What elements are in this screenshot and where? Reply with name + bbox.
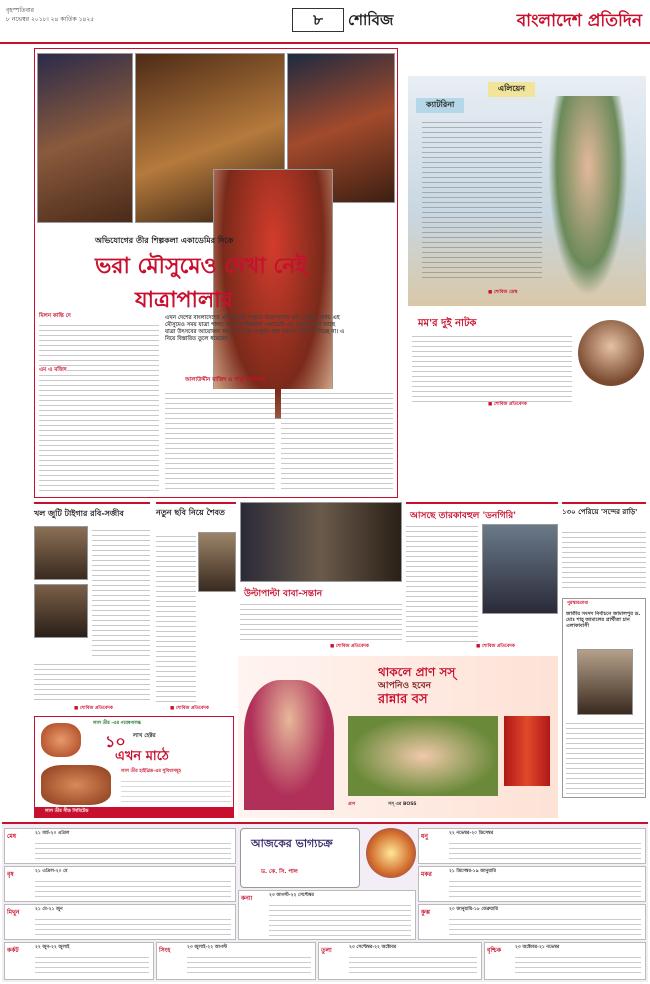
- sign-card-1: বৃষ ২১ এপ্রিল-২০ মে: [4, 866, 236, 902]
- sign-card-9: মকর ২১ ডিসেম্বর-১৯ জানুয়ারি: [418, 866, 646, 902]
- shoi-story: [562, 502, 646, 594]
- newfilm-title: নতুন ছবি নিয়ে শৈবত: [156, 508, 225, 517]
- ad-line3: লাখ হেক্টর: [133, 733, 156, 739]
- ad-onion-icon: [41, 723, 81, 757]
- ad-footer-text: লাল তীর সীড লিমিটেড: [45, 809, 89, 814]
- lead-story: [34, 48, 398, 498]
- pran-line2: আপনিও হবেন: [378, 681, 432, 691]
- page-header: [0, 0, 650, 44]
- ad-big-number: ১০: [105, 732, 126, 751]
- alien-tag: এলিয়েন: [488, 82, 535, 97]
- horoscope-section: [2, 822, 648, 982]
- katrina-photo: [548, 96, 628, 296]
- sign-card-7: বৃশ্চিক ২৩ অক্টোবর-২১ নভেম্বর: [484, 942, 646, 980]
- ad-line4: এখন মাঠে: [115, 749, 169, 764]
- drama-story: [408, 316, 646, 412]
- lead-kicker: অভিযোগের তীর শিল্পকলা একাডেমির দিকে: [95, 236, 234, 245]
- lead-body-col-2: [165, 389, 275, 493]
- pran-line3: রান্নার বস: [378, 692, 428, 707]
- newfilm-story: [156, 502, 236, 712]
- tarkalo-story: [406, 502, 558, 652]
- tarkalo-body: [406, 522, 478, 642]
- date-line: বৃহস্পতিবার ৮ নভেম্বর ২০১৮। ২৪ কার্তিক ১৪২৫: [6, 7, 95, 23]
- sign-card-5: কন্যা ২৩ আগস্ট-২২ সেপ্টেম্বর: [238, 890, 416, 940]
- lal-tir-ad[interactable]: [34, 716, 234, 818]
- khal-body: [92, 526, 150, 656]
- chef-woman-photo: [244, 680, 334, 810]
- lead-body-col-3: [281, 389, 393, 493]
- alien-feature: [408, 76, 646, 306]
- khal-story: [34, 502, 150, 712]
- page-number-box: ৮: [292, 8, 344, 32]
- zodiac-wheel-icon: [366, 828, 416, 878]
- sign-card-8: ধনু ২২ নভেম্বর-২০ ডিসেম্বর: [418, 828, 646, 864]
- khal-body-bottom: [34, 660, 150, 704]
- alien-body: [422, 118, 542, 278]
- lead-body-col-1: [39, 321, 159, 491]
- sign-card-6: তুলা ২৩ সেপ্টেম্বর-২২ অক্টোবর: [318, 942, 482, 980]
- sign-card-4: সিংহ ২৩ জুলাই-২২ আগস্ট: [156, 942, 316, 980]
- ulta-byline: ■ শোবিজ প্রতিবেদক: [330, 644, 369, 649]
- ulta-body: [240, 600, 402, 644]
- shoi-title: ১৩০ পেরিয়ে 'সন্দের রাড়ি': [562, 508, 638, 516]
- section-title: শোবিজ: [348, 11, 394, 29]
- lead-sub-2: এম এ মজিদ: [39, 367, 67, 373]
- shoi-body: [562, 528, 646, 592]
- newspaper-logo: বাংলাদেশ প্রতিদিন: [516, 11, 642, 31]
- ad-line1: লাল তীর -এর গবেষণালব্ধ: [93, 721, 141, 726]
- family-photo: [348, 716, 498, 796]
- newfilm-byline: ■ শোবিজ প্রতিবেদক: [170, 706, 209, 711]
- ad-points: [121, 777, 231, 803]
- ulta-story: [240, 502, 402, 652]
- ad-product: লাল তীর হাইব্রিড-এর সুবিধাসমূহ: [121, 769, 181, 774]
- notice-kicker: পুরস্কারপ্রাপ্ত: [567, 601, 588, 606]
- sauce-bottles: [504, 716, 550, 786]
- sajib-photo: [34, 584, 88, 638]
- lead-headline-2: যাত্রাপালার: [135, 288, 233, 313]
- rabi-photo: [34, 526, 88, 580]
- khal-title: খল জুটি টাইগার রবি-সজীব: [34, 509, 124, 518]
- lead-byline: আলাউদ্দীন মাজিদ ও পাভু আজাহার: [185, 377, 266, 383]
- lead-quote: এখন দেশের বাংলাদেশের ঐতিহ্যবাহী সংস্কৃতি যাত্রাপালার ভরা মৌসুম। অথচ এই মৌসুমেও সময় যাত্রা পালা। অনেকে শিল্পকলা একাডেমি ৩৫ জেলায় চর্চা আছে যাত্রা উৎসবের আয়োজন করলেও যাত্রা সংস্কৃতি রক্ষা যথাযথ উদ্যোগ নিচ্ছে না। এ নিয়ে বিস্তারিত তুলে ধরেছেন -: [165, 315, 345, 342]
- candidate-photo: [577, 649, 633, 715]
- horoscope-title-box: [240, 828, 360, 888]
- alien-byline: ■ শোবিজ ডেস্ক: [488, 290, 518, 295]
- drama-byline: ■ শোবিজ প্রতিবেদক: [488, 402, 527, 407]
- sign-card-10: কুম্ভ ২০ জানুয়ারি-১৮ ফেব্রুয়ারি: [418, 904, 646, 940]
- momo-photo: [578, 320, 644, 386]
- ulta-title: উল্টাপাল্টা বাবা-সন্তান: [244, 589, 323, 599]
- newfilm-body: [156, 532, 196, 702]
- drama-body: [412, 332, 572, 402]
- notice-body: [566, 719, 644, 795]
- tarkalo-title: আসছে তারকাবহুল 'ডনগিরি': [410, 511, 516, 521]
- jatra-stage-photo-1: [37, 53, 133, 223]
- dongiri-photo: [482, 524, 558, 614]
- khal-byline: ■ শোবিজ প্রতিবেদক: [74, 706, 113, 711]
- tarkalo-byline: ■ শোবিজ প্রতিবেদক: [476, 644, 515, 649]
- horoscope-title: আজকের ভাগ্যচক্র: [251, 837, 333, 850]
- lead-sub-1: মিলন কান্তি দে: [39, 313, 71, 319]
- candidate-notice: [562, 598, 646, 798]
- horoscope-author: ড. কে. সি. পাল: [261, 869, 298, 875]
- notice-title: জাতীয় সংসদ নির্বাচনে জামালপুর ড. মোঃ শাহ্‌ জামালের প্রার্থীতা চান এলাকাবাসী: [566, 611, 641, 629]
- ulta-photo: [240, 502, 402, 582]
- pran-sub: সস্ এর BOSS: [388, 802, 417, 807]
- shoibot-photo: [198, 532, 236, 592]
- drama-title: মম'র দুই নাটক: [418, 318, 477, 329]
- pran-line1: থাকলে প্রাণ সস্: [378, 665, 456, 679]
- sign-card-0: মেষ ২১ মার্চ-২০ এপ্রিল: [4, 828, 236, 864]
- pran-brand: প্রাণ: [348, 802, 356, 807]
- lead-headline-1: ভরা মৌসুমেও দেখা নেই: [95, 254, 307, 279]
- alien-name: ক্যাটরিনা: [416, 98, 464, 113]
- sign-card-2: মিথুন ২১ মে-২১ জুন: [4, 904, 236, 940]
- ad-onion-pile: [41, 765, 111, 805]
- sign-card-3: কর্কট ২২ জুন-২২ জুলাই: [4, 942, 154, 980]
- pran-sauce-ad[interactable]: [238, 656, 558, 818]
